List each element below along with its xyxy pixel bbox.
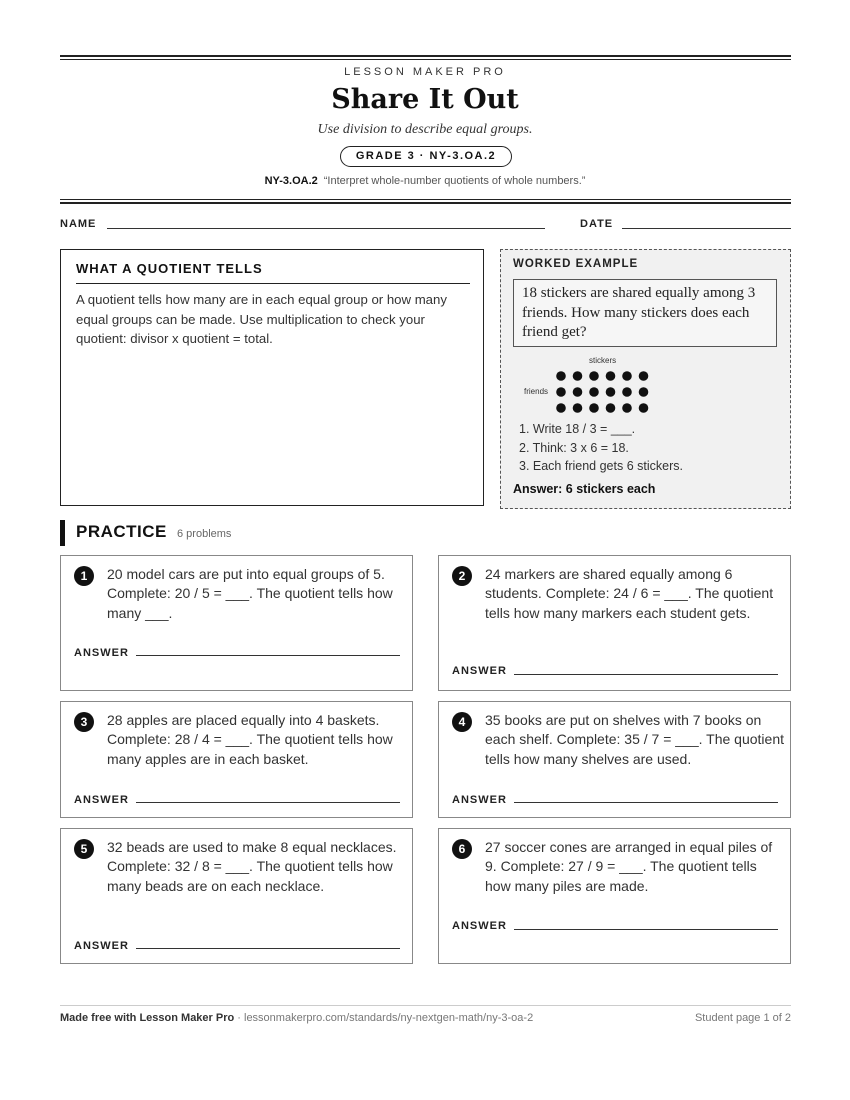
answer-field[interactable] [136, 655, 400, 656]
page-subtitle: Use division to describe equal groups. [317, 122, 533, 137]
problem-text: 35 books are put on shelves with 7 books on each shelf. Complete: 35 / 7 = ___. The quotient tells how many shelves are used. [485, 712, 784, 767]
problem-card-6 [438, 828, 791, 964]
date-field[interactable] [622, 227, 791, 229]
example-step: 2. Think: 3 x 6 = 18. [519, 440, 629, 455]
problem-number: 3 [74, 712, 94, 732]
problem-text: 32 beads are used to make 8 equal necklaces. Complete: 32 / 8 = ___. The quotient tells how many beads are on each necklace. [107, 839, 397, 894]
answer-label: ANSWER [452, 665, 507, 677]
problem-number: 4 [452, 712, 472, 732]
example-steps [519, 420, 683, 476]
practice-accent-bar [60, 520, 65, 546]
grade-badge: GRADE 3 · NY-3.OA.2 [340, 146, 512, 167]
footer-page-number: Student page 1 of 2 [694, 1012, 791, 1024]
problem-card-3 [60, 701, 413, 818]
footer-made-with: Made free with Lesson Maker Pro [60, 1012, 235, 1024]
example-heading: WORKED EXAMPLE [513, 258, 639, 270]
header-bottom-rule-thin [60, 199, 791, 200]
answer-label: ANSWER [74, 794, 129, 806]
array-label-stickers: stickers [589, 356, 617, 365]
sticker-dot [606, 403, 616, 413]
sticker-dot [639, 403, 649, 413]
sticker-dot [622, 403, 632, 413]
sticker-dot [639, 371, 649, 381]
brand-name: LESSON MAKER PRO [344, 66, 506, 78]
problem-card-1 [60, 555, 413, 691]
problem-card-5 [60, 828, 413, 964]
footer-rule [60, 1005, 791, 1006]
footer-url[interactable]: · lessonmakerpro.com/standards/ny-nextgen-math/ny-3-oa-2 [234, 1012, 534, 1024]
problem-text: 20 model cars are put into equal groups of 5. Complete: 20 / 5 = ___. The quotient tells how many ___. [107, 566, 393, 621]
concept-box [60, 249, 484, 506]
footer-credit [60, 1012, 533, 1024]
problem-card-2 [438, 555, 791, 691]
sticker-dot [573, 387, 583, 397]
sticker-dot [573, 403, 583, 413]
page-title: Share It Out [331, 84, 519, 115]
problem-text: 27 soccer cones are arranged in equal piles of 9. Complete: 27 / 9 = ___. The quotient tells how many piles are made. [485, 839, 773, 894]
header-top-rule [60, 55, 791, 57]
sticker-dot [589, 371, 599, 381]
standard-text: “Interpret whole-number quotients of whole numbers.” [323, 175, 586, 187]
answer-field[interactable] [514, 929, 778, 930]
problem-card-4 [438, 701, 791, 818]
practice-title: PRACTICE [76, 522, 167, 541]
practice-count: 6 problems [177, 528, 232, 540]
problem-text: 24 markers are shared equally among 6 students. Complete: 24 / 6 = ___. The quotient tells how many markers each student gets. [485, 566, 774, 621]
sticker-dot [589, 403, 599, 413]
answer-label: ANSWER [74, 940, 129, 952]
answer-field[interactable] [136, 802, 400, 803]
sticker-dot [573, 371, 583, 381]
problem-number: 6 [452, 839, 472, 859]
concept-heading: WHAT A QUOTIENT TELLS [76, 261, 263, 276]
name-field[interactable] [107, 227, 545, 229]
answer-label: ANSWER [452, 794, 507, 806]
sticker-dot [556, 387, 566, 397]
problem-number: 2 [452, 566, 472, 586]
header-bottom-rule [60, 202, 791, 204]
standard-code: NY-3.OA.2 [264, 175, 318, 187]
sticker-dot [622, 371, 632, 381]
array-label-friends: friends [524, 387, 549, 396]
answer-field[interactable] [514, 674, 778, 675]
sticker-dot [622, 387, 632, 397]
date-label: DATE [580, 218, 614, 230]
problem-number: 1 [74, 566, 94, 586]
sticker-dot [606, 387, 616, 397]
example-step: 1. Write 18 / 3 = ___. [519, 422, 636, 436]
sticker-dot [556, 403, 566, 413]
name-label: NAME [60, 218, 97, 230]
sticker-array [556, 371, 656, 415]
sticker-dot [639, 387, 649, 397]
answer-label: ANSWER [452, 920, 507, 932]
worked-example-box [500, 249, 791, 509]
sticker-dot [589, 387, 599, 397]
answer-label: ANSWER [74, 647, 129, 659]
sticker-dot [606, 371, 616, 381]
concept-heading-rule [76, 283, 470, 284]
sticker-dot [556, 371, 566, 381]
problem-number: 5 [74, 839, 94, 859]
example-answer: Answer: 6 stickers each [513, 482, 656, 496]
standard-line [0, 175, 850, 187]
concept-body: A quotient tells how many are in each equal group or how many equal groups can be made. Use multiplication to check your quotient: divisor x quotient = total. [76, 292, 447, 346]
example-problem: 18 stickers are shared equally among 3 friends. How many stickers does each friend get? [513, 279, 777, 347]
problem-text: 28 apples are placed equally into 4 baskets. Complete: 28 / 4 = ___. The quotient tells how many apples are in each basket. [107, 712, 393, 767]
header-top-rule-thin [60, 59, 791, 60]
example-step: 3. Each friend gets 6 stickers. [519, 459, 683, 474]
answer-field[interactable] [514, 802, 778, 803]
answer-field[interactable] [136, 948, 400, 949]
